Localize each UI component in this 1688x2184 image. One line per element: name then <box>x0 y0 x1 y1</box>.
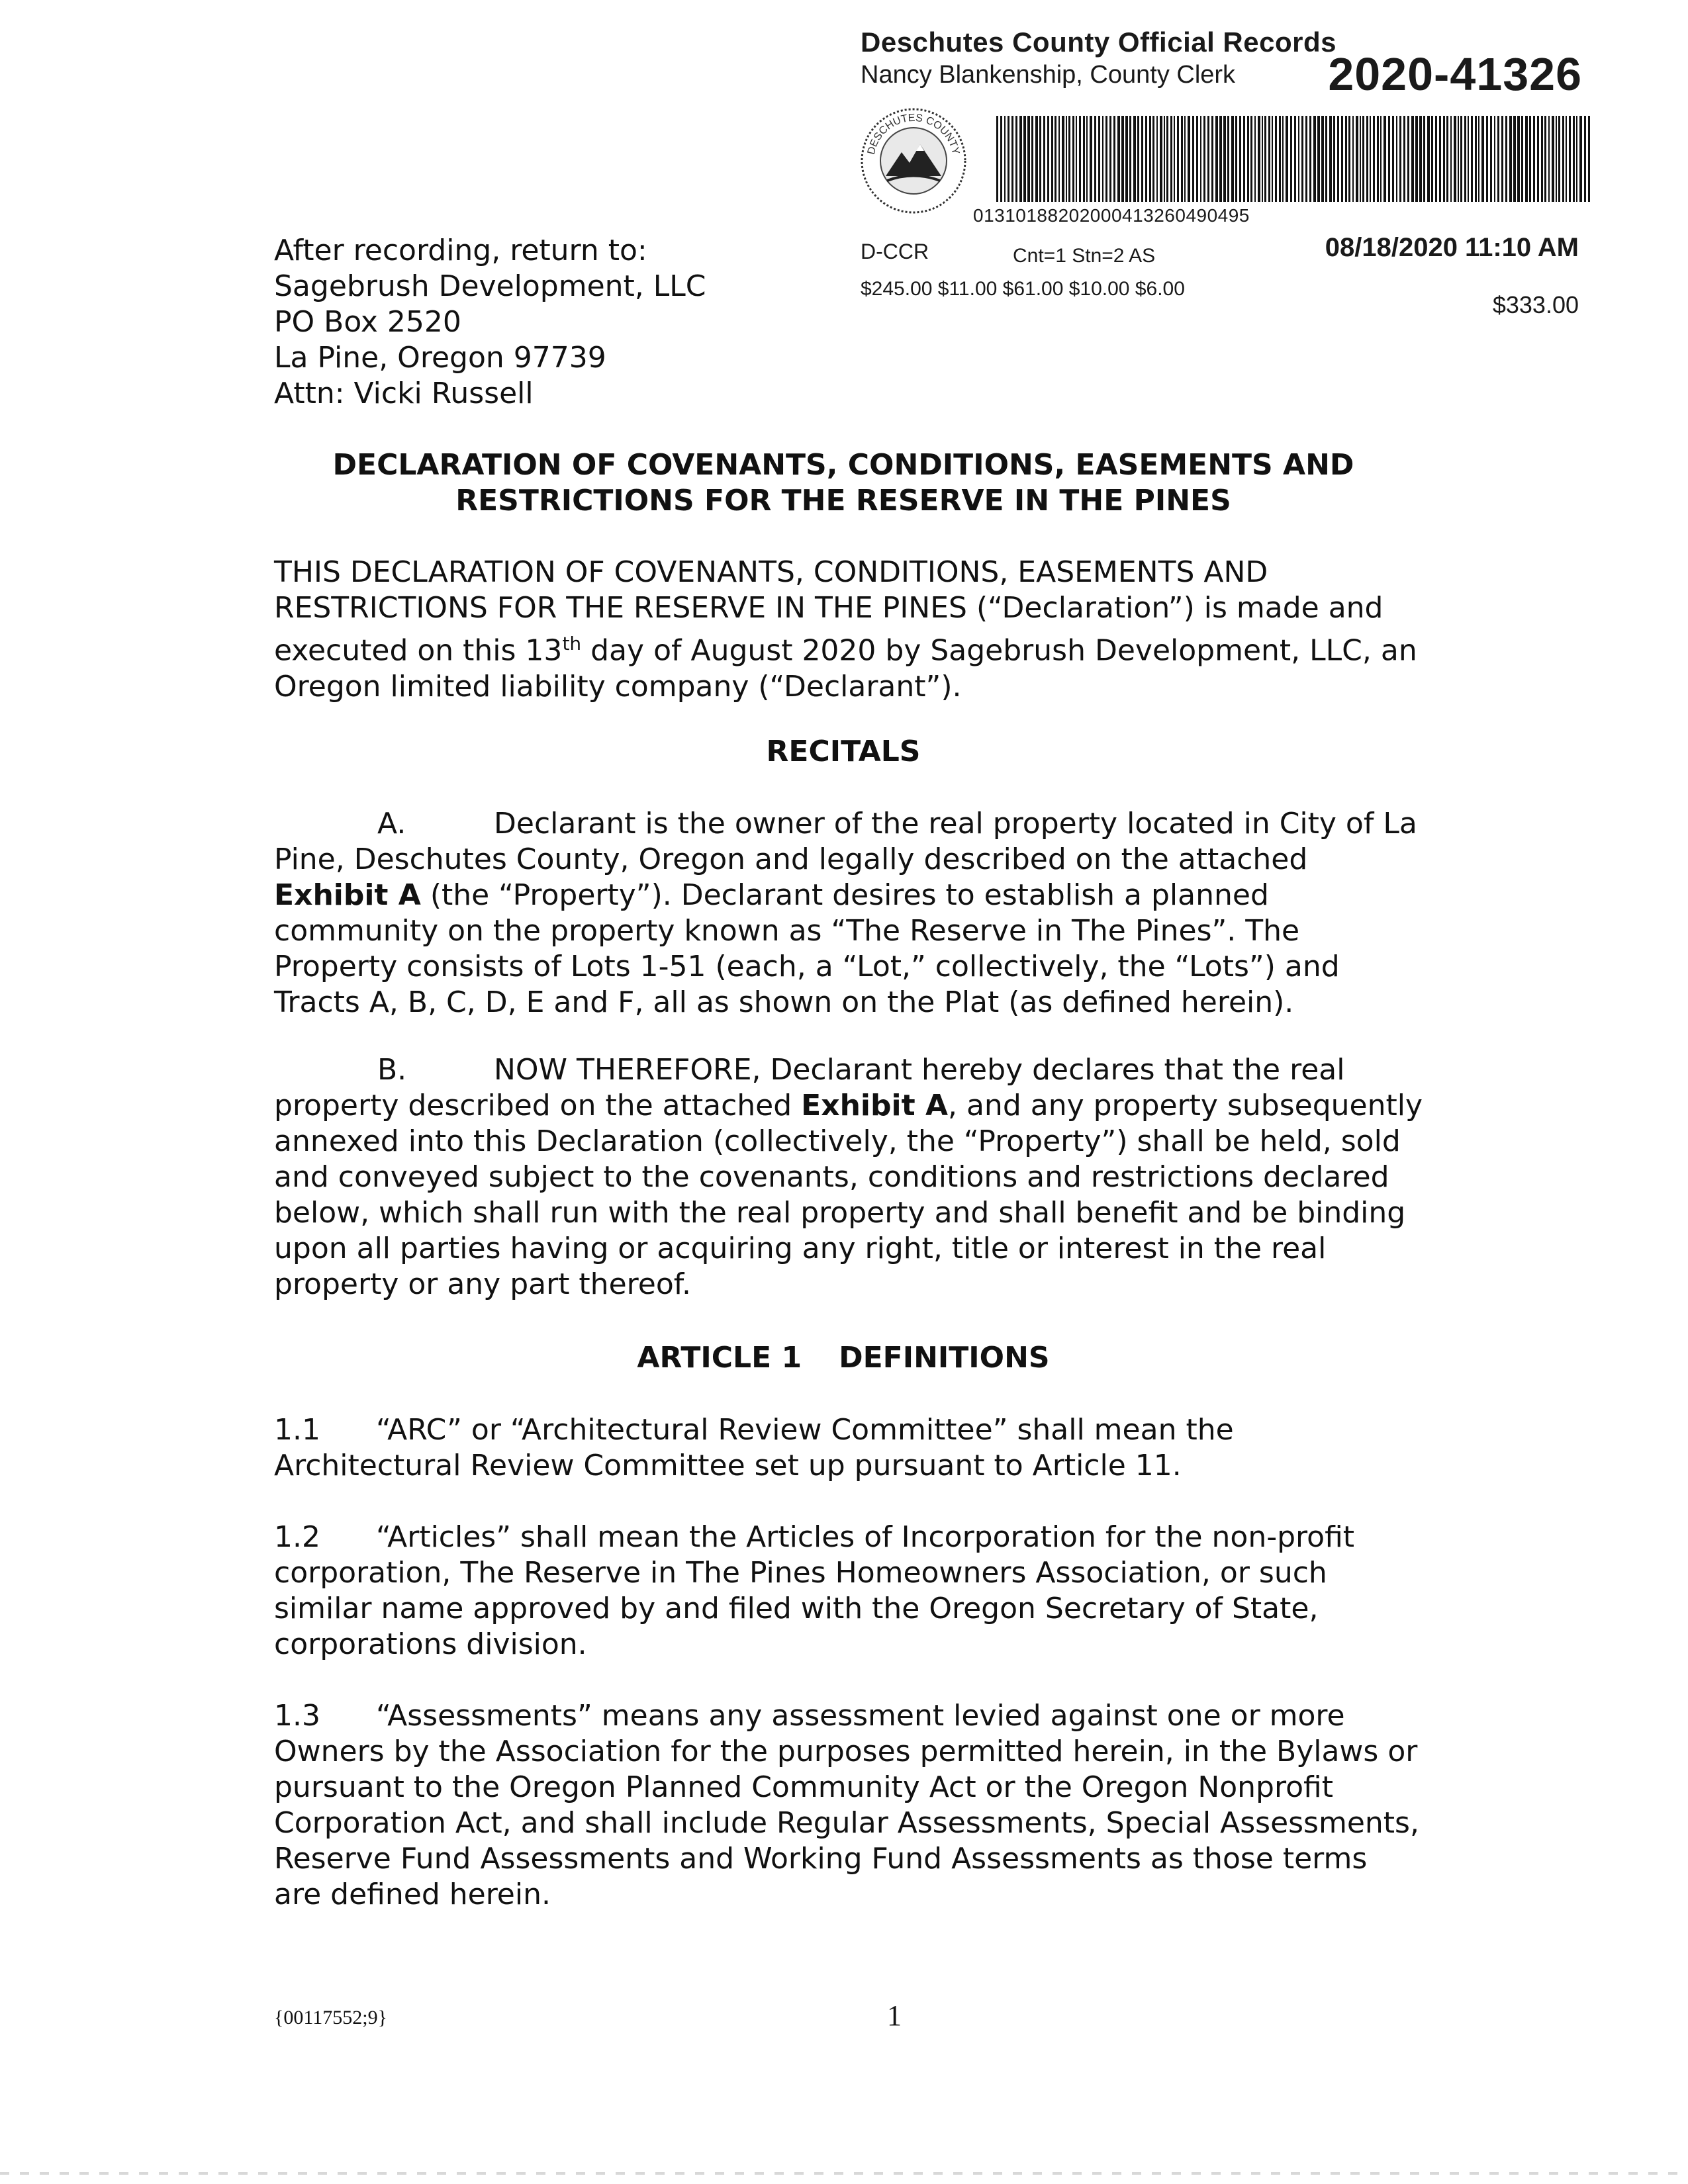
barcode-bar <box>1137 116 1139 202</box>
barcode-bar <box>1309 116 1311 202</box>
barcode-bar <box>1258 116 1260 202</box>
barcode-bar <box>1027 116 1030 202</box>
barcode-bar <box>1362 116 1364 202</box>
recital-letter: A. <box>377 807 406 841</box>
barcode-bar <box>1403 116 1405 202</box>
barcode-bar <box>1262 116 1263 202</box>
recording-total: $333.00 <box>1492 291 1579 318</box>
county-clerk: Nancy Blankenship, County Clerk <box>861 61 1236 89</box>
barcode-bar <box>1145 116 1147 202</box>
barcode-bar <box>1562 116 1564 202</box>
definition-line: are defined herein. <box>274 1878 551 1911</box>
barcode-bar <box>1133 116 1136 202</box>
definition-line: corporations division. <box>274 1627 587 1661</box>
title-line: RESTRICTIONS FOR THE RESERVE IN THE PINES <box>455 484 1231 518</box>
barcode-bar <box>1105 116 1107 202</box>
barcode-bar <box>1125 116 1128 202</box>
barcode-bar <box>1250 116 1252 202</box>
barcode-bar <box>1529 116 1531 202</box>
intro-text: executed on this 13 <box>274 633 563 668</box>
barcode-bar <box>1177 116 1179 202</box>
barcode-bar <box>1333 116 1335 202</box>
barcode-bar <box>1494 116 1495 202</box>
document-title <box>274 447 1413 519</box>
barcode-bar <box>1031 116 1033 202</box>
barcode-bar <box>1423 116 1425 202</box>
recital-b <box>274 1052 1439 1302</box>
section-number: 1.1 <box>274 1413 320 1447</box>
return-line: After recording, return to: <box>274 234 647 267</box>
barcode-bar <box>1083 116 1085 202</box>
barcode-bar <box>1427 116 1430 202</box>
barcode-bar <box>1068 116 1070 202</box>
definition-line: Owners by the Association for the purposes permitted herein, in the Bylaws or <box>274 1735 1418 1768</box>
section-number: 1.2 <box>274 1520 320 1554</box>
barcode-digits: 01310188202000413260490495 <box>973 205 1250 226</box>
barcode-bar <box>1446 116 1448 202</box>
definition-line <box>274 1520 1439 1555</box>
barcode-bar <box>1352 116 1354 202</box>
barcode-bar <box>1211 116 1213 202</box>
barcode-bar <box>1166 116 1168 202</box>
barcode-icon <box>996 116 1592 215</box>
barcode-bar <box>1348 116 1350 202</box>
recital-line <box>274 878 1439 913</box>
barcode-bar <box>1298 116 1299 202</box>
barcode-bar <box>1411 116 1414 202</box>
page-number: 1 <box>887 1999 902 2032</box>
barcode-bar <box>1464 116 1466 202</box>
barcode-bar <box>1321 116 1324 202</box>
definition-1-1 <box>274 1412 1439 1484</box>
barcode-bar <box>1004 116 1006 202</box>
barcode-bar <box>1588 116 1590 202</box>
barcode-bar <box>1160 116 1162 202</box>
exhibit-reference: Exhibit A <box>801 1089 948 1122</box>
barcode-bar <box>1268 116 1270 202</box>
barcode-bar <box>1279 116 1281 202</box>
barcode-bar <box>1294 116 1296 202</box>
barcode-bar <box>1569 116 1571 202</box>
recital-line <box>274 806 1439 842</box>
barcode-bar <box>1337 116 1339 202</box>
definition-line: Architectural Review Committee set up pursuant to Article 11. <box>274 1449 1182 1482</box>
barcode-bar <box>1566 116 1567 202</box>
recording-stamp <box>854 26 1602 318</box>
barcode-bar <box>1043 116 1045 202</box>
barcode-bar <box>1079 116 1081 202</box>
recital-text: , and any property subsequently <box>948 1089 1423 1122</box>
barcode-bar <box>1227 116 1229 202</box>
barcode-bar <box>1443 116 1445 202</box>
barcode-bar <box>1513 116 1516 202</box>
return-line: PO Box 2520 <box>274 305 461 339</box>
barcode-bar <box>1490 116 1492 202</box>
barcode-bar <box>1121 116 1124 202</box>
barcode-bar <box>1392 116 1394 202</box>
recording-datetime: 08/18/2020 11:10 AM <box>1325 233 1579 262</box>
ordinal-suffix: th <box>562 633 582 655</box>
barcode-bar <box>1223 116 1226 202</box>
recital-text: property described on the attached <box>274 1089 802 1122</box>
return-address <box>274 233 706 412</box>
intro-paragraph <box>274 555 1439 705</box>
article-label: ARTICLE 1 <box>637 1341 802 1375</box>
barcode-bar <box>1239 116 1241 202</box>
barcode-bar <box>1090 116 1092 202</box>
barcode-bar <box>1533 116 1535 202</box>
barcode-bar <box>1460 116 1462 202</box>
barcode-bar <box>1517 116 1520 202</box>
barcode-bar <box>1164 116 1165 202</box>
definition-line: Corporation Act, and shall include Regular Assessments, Special Assessments, <box>274 1806 1419 1840</box>
document-counts: Cnt=1 Stn=2 AS <box>1013 245 1156 267</box>
section-number: 1.3 <box>274 1699 320 1733</box>
barcode-bar <box>1023 116 1026 202</box>
return-line: La Pine, Oregon 97739 <box>274 341 606 375</box>
intro-line: RESTRICTIONS FOR THE RESERVE IN THE PINES (“Declaration”) is made and <box>274 591 1383 625</box>
barcode-bar <box>1015 116 1017 202</box>
barcode-bar <box>1094 116 1096 202</box>
article-heading <box>274 1341 1413 1375</box>
recital-text: NOW THEREFORE, Declarant hereby declares that the real <box>494 1053 1345 1087</box>
barcode-bar <box>1305 116 1307 202</box>
barcode-bar <box>1247 116 1249 202</box>
barcode-bar <box>1383 116 1386 202</box>
barcode-bar <box>1264 116 1266 202</box>
title-line: DECLARATION OF COVENANTS, CONDITIONS, EASEMENTS AND <box>332 448 1354 482</box>
barcode-bar <box>1541 116 1543 202</box>
barcode-bar <box>1039 116 1041 202</box>
barcode-bar <box>1396 116 1397 202</box>
seal-text: DESCHUTES COUNTY <box>865 112 962 156</box>
definition-line: corporation, The Reserve in The Pines Homeowners Association, or such <box>274 1556 1327 1590</box>
barcode-bar <box>1051 116 1053 202</box>
definition-text: “Assessments” means any assessment levied against one or more <box>376 1699 1345 1733</box>
barcode-bar <box>1141 116 1143 202</box>
barcode-bar <box>1471 116 1473 202</box>
barcode-bar <box>1380 116 1382 202</box>
barcode-bar <box>1373 116 1375 202</box>
barcode-bar <box>1000 116 1002 202</box>
barcode-bar <box>1275 116 1277 202</box>
barcode-bar <box>1102 116 1103 202</box>
recital-line: Tracts A, B, C, D, E and F, all as shown on the Plat (as defined herein). <box>274 985 1294 1019</box>
barcode-bar <box>1407 116 1409 202</box>
recital-line: property or any part thereof. <box>274 1267 692 1301</box>
barcode-bar <box>1286 116 1288 202</box>
barcode-bar <box>1360 116 1361 202</box>
barcode-bar <box>1509 116 1512 202</box>
barcode-bar <box>1066 116 1067 202</box>
recital-line: annexed into this Declaration (collectively, the “Property”) shall be held, sold <box>274 1124 1401 1158</box>
barcode-bar <box>1419 116 1422 202</box>
barcode-bar <box>1188 116 1190 202</box>
barcode-bar <box>1388 116 1390 202</box>
barcode-bar <box>1431 116 1433 202</box>
recital-line: and conveyed subject to the covenants, conditions and restrictions declared <box>274 1160 1389 1194</box>
barcode-bar <box>1325 116 1327 202</box>
barcode-bar <box>1282 116 1284 202</box>
barcode-bar <box>1356 116 1358 202</box>
barcode-bar <box>1521 116 1523 202</box>
records-office: Deschutes County Official Records <box>861 26 1336 58</box>
barcode-bar <box>1076 116 1077 202</box>
definition-1-2 <box>274 1520 1439 1662</box>
definition-1-3 <box>274 1698 1439 1913</box>
barcode-bar <box>1243 116 1245 202</box>
definition-line: similar name approved by and filed with the Oregon Secretary of State, <box>274 1592 1319 1625</box>
barcode-bar <box>996 116 998 202</box>
barcode-bar <box>1207 116 1209 202</box>
barcode-bar <box>1468 116 1469 202</box>
barcode-bar <box>1370 116 1371 202</box>
recital-line: Property consists of Lots 1-51 (each, a “Lot,” collectively, the “Lots”) and <box>274 950 1340 983</box>
barcode-bar <box>1181 116 1183 202</box>
barcode-bar <box>1576 116 1577 202</box>
recording-fees: $245.00 $11.00 $61.00 $10.00 $6.00 <box>861 278 1185 300</box>
intro-line: THIS DECLARATION OF COVENANTS, CONDITIONS, EASEMENTS AND <box>274 555 1268 589</box>
recital-letter: B. <box>377 1053 407 1087</box>
barcode-bar <box>1035 116 1038 202</box>
return-line: Attn: Vicki Russell <box>274 377 534 410</box>
recital-text: (the “Property”). Declarant desires to establish a planned <box>420 878 1269 912</box>
barcode-bar <box>1008 116 1009 202</box>
barcode-bar <box>1501 116 1503 202</box>
barcode-bar <box>1345 116 1347 202</box>
barcode-bar <box>1478 116 1479 202</box>
barcode-bar <box>1584 116 1586 202</box>
barcode-bar <box>1317 116 1320 202</box>
barcode-bar <box>1399 116 1401 202</box>
barcode-bar <box>1062 116 1064 202</box>
barcode-bar <box>1525 116 1528 202</box>
barcode-bar <box>1366 116 1368 202</box>
barcode-bar <box>1011 116 1013 202</box>
barcode-bar <box>1454 116 1456 202</box>
barcode-bar <box>1219 116 1222 202</box>
barcode-bar <box>1113 116 1115 202</box>
barcode-bar <box>1117 116 1120 202</box>
barcode-bar <box>1098 116 1100 202</box>
barcode-bar <box>1170 116 1172 202</box>
barcode-bar <box>1313 116 1316 202</box>
barcode-bar <box>1215 116 1218 202</box>
barcode-bar <box>1537 116 1539 202</box>
barcode-bar <box>1450 116 1452 202</box>
barcode-bar <box>1341 116 1343 202</box>
barcode-bar <box>1552 116 1554 202</box>
barcode-bar <box>1072 116 1074 202</box>
recital-line: below, which shall run with the real property and shall benefit and be binding <box>274 1196 1406 1230</box>
barcode-bar <box>1544 116 1546 202</box>
barcode-bar <box>1558 116 1560 202</box>
barcode-bar <box>1272 116 1273 202</box>
document-code: D-CCR <box>861 240 929 263</box>
barcode-bar <box>1174 116 1175 202</box>
barcode-bar <box>1058 116 1060 202</box>
barcode-bar <box>1505 116 1507 202</box>
scan-artifact-line <box>0 2172 1688 2175</box>
barcode-bar <box>1192 116 1194 202</box>
definition-line <box>274 1698 1439 1734</box>
county-seal-icon <box>854 98 973 217</box>
barcode-bar <box>1301 116 1303 202</box>
barcode-bar <box>1129 116 1131 202</box>
intro-line <box>274 626 1439 669</box>
barcode-bar <box>1254 116 1256 202</box>
barcode-bar <box>1196 116 1198 202</box>
barcode-bar <box>1548 116 1550 202</box>
recording-number: 2020-41326 <box>1328 48 1582 100</box>
barcode-bar <box>1184 116 1186 202</box>
exhibit-reference: Exhibit A <box>274 878 421 912</box>
barcode-bar <box>1377 116 1379 202</box>
recital-a <box>274 806 1439 1021</box>
recital-line: Pine, Deschutes County, Oregon and legally described on the attached <box>274 842 1308 876</box>
barcode-bar <box>1086 116 1088 202</box>
barcode-bar <box>1055 116 1056 202</box>
barcode-bar <box>1497 116 1499 202</box>
return-line: Sagebrush Development, LLC <box>274 269 706 303</box>
definition-line: Reserve Fund Assessments and Working Fund Assessments as those terms <box>274 1842 1368 1876</box>
definition-text: “Articles” shall mean the Articles of Incorporation for the non-profit <box>376 1520 1355 1554</box>
recital-line <box>274 1052 1439 1088</box>
barcode-bar <box>1019 116 1022 202</box>
barcode-bar <box>1556 116 1557 202</box>
definition-line <box>274 1412 1439 1448</box>
barcode-bar <box>1415 116 1418 202</box>
barcode-bar <box>1231 116 1234 202</box>
barcode-bar <box>1149 116 1151 202</box>
recital-text: Declarant is the owner of the real property located in City of La <box>494 807 1417 841</box>
barcode-bar <box>1152 116 1154 202</box>
barcode-bar <box>1200 116 1201 202</box>
barcode-bar <box>1329 116 1332 202</box>
barcode-bar <box>1579 116 1582 202</box>
barcode-bar <box>1203 116 1205 202</box>
definition-text: “ARC” or “Architectural Review Committee” shall mean the <box>376 1413 1234 1447</box>
intro-text: day of August 2020 by Sagebrush Development, LLC, an <box>581 633 1417 668</box>
recitals-heading: RECITALS <box>766 735 921 768</box>
document-id: {00117552;9} <box>274 2007 388 2028</box>
barcode-bar <box>1486 116 1488 202</box>
barcode-bar <box>1481 116 1484 202</box>
barcode-bar <box>1156 116 1158 202</box>
barcode-bar <box>1047 116 1049 202</box>
barcode-bar <box>1475 116 1477 202</box>
definition-line: pursuant to the Oregon Planned Community Act or the Oregon Nonprofit <box>274 1770 1333 1804</box>
intro-line: Oregon limited liability company (“Declarant”). <box>274 669 962 704</box>
recital-line: community on the property known as “The Reserve in The Pines”. The <box>274 914 1300 948</box>
barcode-bar <box>1109 116 1111 202</box>
barcode-bar <box>1458 116 1459 202</box>
barcode-bar <box>1290 116 1292 202</box>
barcode-bar <box>1439 116 1441 202</box>
barcode-bar <box>1235 116 1237 202</box>
recital-line <box>274 1088 1439 1124</box>
barcode-bar <box>1435 116 1437 202</box>
article-name: DEFINITIONS <box>839 1341 1050 1375</box>
barcode-bar <box>1573 116 1575 202</box>
recital-line: upon all parties having or acquiring any right, title or interest in the real <box>274 1232 1327 1265</box>
